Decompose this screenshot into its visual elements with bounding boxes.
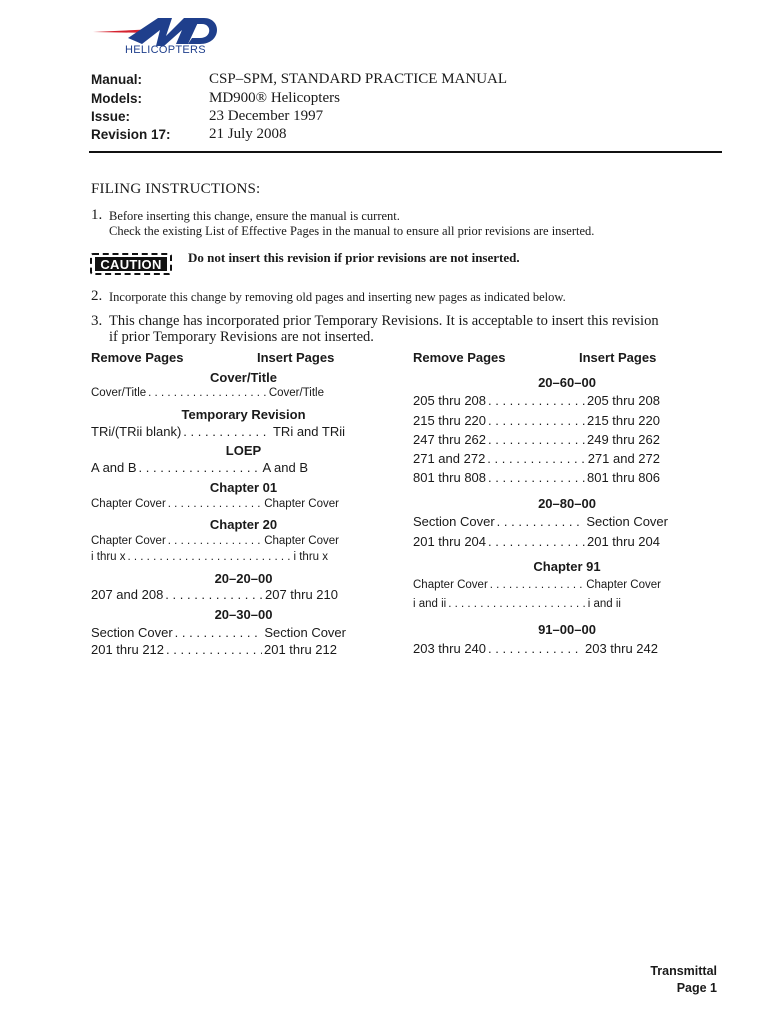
revision-value: 21 July 2008 bbox=[209, 126, 287, 142]
dot-leader bbox=[166, 642, 262, 657]
table-row bbox=[91, 535, 339, 547]
dot-leader bbox=[488, 432, 585, 447]
left-insert-header: Insert Pages bbox=[257, 350, 335, 365]
manual-label: Manual: bbox=[91, 72, 143, 87]
remove-page: Chapter Cover bbox=[413, 579, 488, 591]
dot-leader bbox=[139, 460, 261, 475]
header-rule bbox=[89, 151, 722, 153]
insert-page: 201 thru 204 bbox=[586, 534, 660, 549]
section-title: 20–20–00 bbox=[214, 571, 273, 586]
right-remove-header: Remove Pages bbox=[413, 350, 506, 365]
table-row bbox=[413, 514, 668, 529]
remove-page: 801 thru 808 bbox=[413, 470, 487, 485]
section-title: Temporary Revision bbox=[181, 407, 306, 422]
remove-page: 205 thru 208 bbox=[413, 393, 487, 408]
dot-leader bbox=[168, 498, 262, 510]
remove-page: Cover/Title bbox=[91, 387, 147, 399]
insert-page: i and ii bbox=[587, 598, 621, 610]
table-row bbox=[413, 534, 660, 549]
insert-page: Chapter Cover bbox=[586, 579, 661, 591]
caution-badge bbox=[90, 253, 172, 275]
insert-page: i thru x bbox=[293, 551, 328, 563]
section-title: 20–30–00 bbox=[214, 607, 273, 622]
insert-page: Cover/Title bbox=[268, 387, 324, 399]
remove-page: Chapter Cover bbox=[91, 498, 166, 510]
issue-label: Issue: bbox=[91, 109, 131, 124]
remove-page: Section Cover bbox=[413, 514, 495, 529]
table-row bbox=[413, 432, 660, 447]
footer-transmittal: Transmittal bbox=[650, 964, 717, 978]
dot-leader bbox=[165, 587, 263, 602]
remove-page: 271 and 272 bbox=[413, 451, 486, 466]
table-row bbox=[413, 470, 660, 485]
step-3-number: 3. bbox=[91, 313, 103, 329]
caution-text: Do not insert this revision if prior revisions are not inserted. bbox=[188, 250, 520, 265]
table-row bbox=[91, 424, 345, 439]
dot-leader bbox=[175, 625, 263, 640]
step-2-text: Incorporate this change by removing old pages and inserting new pages as indicated below. bbox=[109, 290, 566, 304]
table-row bbox=[413, 598, 621, 610]
insert-page: 249 thru 262 bbox=[586, 432, 660, 447]
insert-page: Section Cover bbox=[264, 625, 346, 640]
insert-page: Chapter Cover bbox=[264, 498, 339, 510]
remove-page: 203 thru 240 bbox=[413, 641, 487, 656]
remove-page: 207 and 208 bbox=[91, 587, 164, 602]
dot-leader bbox=[128, 551, 292, 563]
remove-page: 201 thru 212 bbox=[91, 642, 165, 657]
step-3-line-1: This change has incorporated prior Temporary Revisions. It is acceptable to insert this revision bbox=[109, 313, 659, 329]
table-row bbox=[91, 551, 328, 563]
dot-leader bbox=[490, 579, 584, 591]
table-row bbox=[91, 587, 338, 602]
dot-leader bbox=[497, 514, 585, 529]
dot-leader bbox=[448, 598, 586, 610]
table-row bbox=[91, 625, 346, 640]
table-row bbox=[413, 641, 658, 656]
step-1-number: 1. bbox=[91, 207, 103, 223]
insert-page: 203 thru 242 bbox=[584, 641, 658, 656]
footer-page-number: Page 1 bbox=[676, 981, 717, 995]
section-title: Chapter 01 bbox=[209, 480, 278, 495]
table-row bbox=[91, 460, 308, 475]
insert-page: 205 thru 208 bbox=[586, 393, 660, 408]
remove-page: A and B bbox=[91, 460, 137, 475]
remove-page: TRi/(TRii blank) bbox=[91, 424, 182, 439]
section-title: 91–00–00 bbox=[538, 622, 596, 637]
insert-page: Section Cover bbox=[586, 514, 668, 529]
remove-page: Chapter Cover bbox=[91, 535, 166, 547]
section-title: 20–60–00 bbox=[538, 375, 596, 390]
manual-value: CSP–SPM, STANDARD PRACTICE MANUAL bbox=[209, 71, 508, 87]
insert-page: 801 thru 806 bbox=[586, 470, 660, 485]
dot-leader bbox=[148, 387, 267, 399]
step-1-line-1: Before inserting this change, ensure the manual is current. bbox=[109, 209, 400, 223]
step-1-line-2: Check the existing List of Effective Pages in the manual to ensure all prior revisions are inserted. bbox=[109, 224, 595, 238]
models-value: MD900® Helicopters bbox=[209, 90, 340, 106]
dot-leader bbox=[488, 393, 585, 408]
section-title: LOEP bbox=[225, 443, 262, 458]
issue-value: 23 December 1997 bbox=[209, 108, 324, 124]
insert-page: 201 thru 212 bbox=[263, 642, 337, 657]
insert-page: 207 thru 210 bbox=[264, 587, 338, 602]
right-insert-header: Insert Pages bbox=[579, 350, 657, 365]
table-row bbox=[91, 498, 339, 510]
left-remove-header: Remove Pages bbox=[91, 350, 184, 365]
table-row bbox=[413, 451, 660, 466]
models-label: Models: bbox=[91, 91, 143, 106]
step-3-line-2: if prior Temporary Revisions are not inserted. bbox=[109, 329, 374, 345]
insert-page: TRi and TRii bbox=[272, 424, 345, 439]
remove-page: 247 thru 262 bbox=[413, 432, 487, 447]
table-row bbox=[91, 642, 337, 657]
table-row bbox=[413, 579, 661, 591]
insert-page: 215 thru 220 bbox=[586, 413, 660, 428]
dot-leader bbox=[487, 451, 585, 466]
step-2-number: 2. bbox=[91, 288, 103, 304]
table-row bbox=[413, 413, 660, 428]
dot-leader bbox=[168, 535, 262, 547]
remove-page: i and ii bbox=[413, 598, 447, 610]
logo-text: HELICOPTERS bbox=[125, 44, 206, 56]
dot-leader bbox=[488, 641, 583, 656]
revision-label: Revision 17: bbox=[91, 127, 171, 142]
insert-page: Chapter Cover bbox=[264, 535, 339, 547]
dot-leader bbox=[488, 534, 585, 549]
section-title: 20–80–00 bbox=[538, 496, 596, 511]
table-row bbox=[413, 393, 660, 408]
dot-leader bbox=[488, 413, 585, 428]
insert-page: 271 and 272 bbox=[587, 451, 660, 466]
dot-leader bbox=[488, 470, 585, 485]
section-title: Chapter 91 bbox=[533, 559, 601, 574]
section-title: Cover/Title bbox=[210, 370, 277, 385]
remove-page: 201 thru 204 bbox=[413, 534, 487, 549]
remove-page: i thru x bbox=[91, 551, 126, 563]
insert-page: A and B bbox=[262, 460, 308, 475]
caution-badge-label: CAUTION bbox=[95, 257, 167, 271]
remove-page: 215 thru 220 bbox=[413, 413, 487, 428]
table-row bbox=[91, 387, 324, 399]
dot-leader bbox=[183, 424, 271, 439]
remove-page: Section Cover bbox=[91, 625, 173, 640]
section-title: Chapter 20 bbox=[209, 517, 278, 532]
filing-instructions-title: FILING INSTRUCTIONS: bbox=[91, 181, 261, 197]
